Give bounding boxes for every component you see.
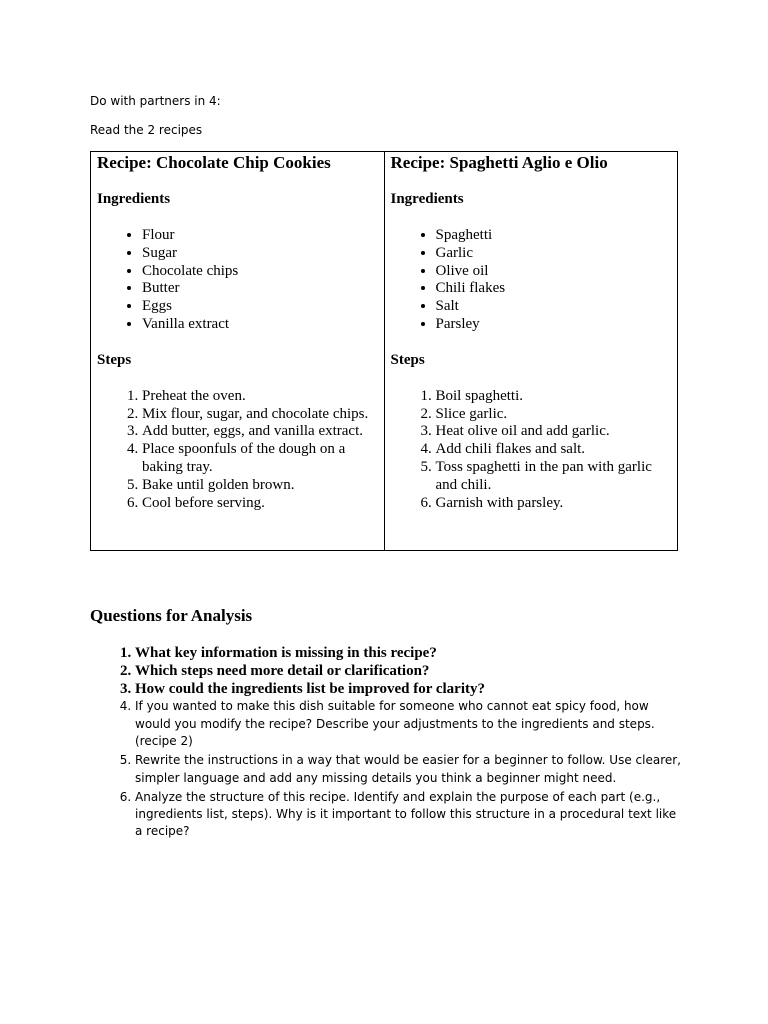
steps-list bbox=[391, 388, 672, 513]
question-item: 6. Analyze the structure of this recipe. Identify and explain the purpose of each part (e.g., ingredients list, steps). Why is it important to follow this structure in a procedural text like a recipe? bbox=[135, 789, 682, 841]
step-item: 6. Cool before serving. bbox=[142, 495, 378, 513]
step-item: 4. Place spoonfuls of the dough on a baking tray. bbox=[142, 441, 378, 477]
ingredient-item: • Garlic bbox=[436, 245, 672, 263]
ingredient-item: • Vanilla extract bbox=[142, 316, 378, 334]
ingredients-heading: Ingredients bbox=[97, 191, 171, 207]
steps-list bbox=[97, 388, 378, 513]
recipe-title: Recipe: Spaghetti Aglio e Olio bbox=[390, 153, 608, 172]
ingredient-item: • Butter bbox=[142, 280, 378, 298]
step-item: 1. Boil spaghetti. bbox=[436, 388, 672, 406]
recipe-table bbox=[90, 151, 678, 551]
steps-heading: Steps bbox=[390, 351, 425, 368]
ingredient-item: • Salt bbox=[436, 298, 672, 316]
question-item: 3. How could the ingredients list be improved for clarity? bbox=[135, 681, 682, 699]
steps-heading: Steps bbox=[97, 351, 132, 368]
question-item: 5. Rewrite the instructions in a way that would be easier for a beginner to follow. Use clearer, simpler language and add any missing details you think a beginner might need. bbox=[135, 752, 682, 787]
intro-instruction: Do with partners in 4: bbox=[90, 94, 221, 108]
ingredient-item: • Chili flakes bbox=[436, 280, 672, 298]
ingredients-list bbox=[391, 227, 672, 334]
ingredient-item: • Olive oil bbox=[436, 263, 672, 281]
ingredient-item: • Sugar bbox=[142, 245, 378, 263]
recipe-spaghetti bbox=[384, 152, 678, 550]
ingredient-item: • Parsley bbox=[436, 316, 672, 334]
question-item: 4. If you wanted to make this dish suitable for someone who cannot eat spicy food, how would you modify the recipe? Describe your adjustments to the ingredients and steps. (recipe 2) bbox=[135, 698, 682, 750]
question-item: 2. Which steps need more detail or clarification? bbox=[135, 663, 682, 681]
ingredient-item: • Eggs bbox=[142, 298, 378, 316]
step-item: 4. Add chili flakes and salt. bbox=[436, 441, 672, 459]
ingredient-item: • Chocolate chips bbox=[142, 263, 378, 281]
step-item: 5. Toss spaghetti in the pan with garlic and chili. bbox=[436, 459, 672, 495]
ingredients-list bbox=[97, 227, 378, 334]
ingredient-item: • Flour bbox=[142, 227, 378, 245]
ingredient-item: • Spaghetti bbox=[436, 227, 672, 245]
step-item: 2. Slice garlic. bbox=[436, 406, 672, 424]
recipe-title: Recipe: Chocolate Chip Cookies bbox=[97, 153, 331, 172]
step-item: 3. Add butter, eggs, and vanilla extract. bbox=[142, 423, 378, 441]
step-item: 2. Mix flour, sugar, and chocolate chips. bbox=[142, 406, 378, 424]
questions-title: Questions for Analysis bbox=[90, 606, 253, 625]
ingredients-heading: Ingredients bbox=[390, 191, 464, 207]
step-item: 1. Preheat the oven. bbox=[142, 388, 378, 406]
step-item: 6. Garnish with parsley. bbox=[436, 495, 672, 513]
question-item: 1. What key information is missing in this recipe? bbox=[135, 645, 682, 663]
step-item: 3. Heat olive oil and add garlic. bbox=[436, 423, 672, 441]
questions-list bbox=[90, 645, 682, 841]
recipe-cookies bbox=[91, 152, 384, 550]
step-item: 5. Bake until golden brown. bbox=[142, 477, 378, 495]
intro-read-recipes: Read the 2 recipes bbox=[90, 123, 203, 137]
